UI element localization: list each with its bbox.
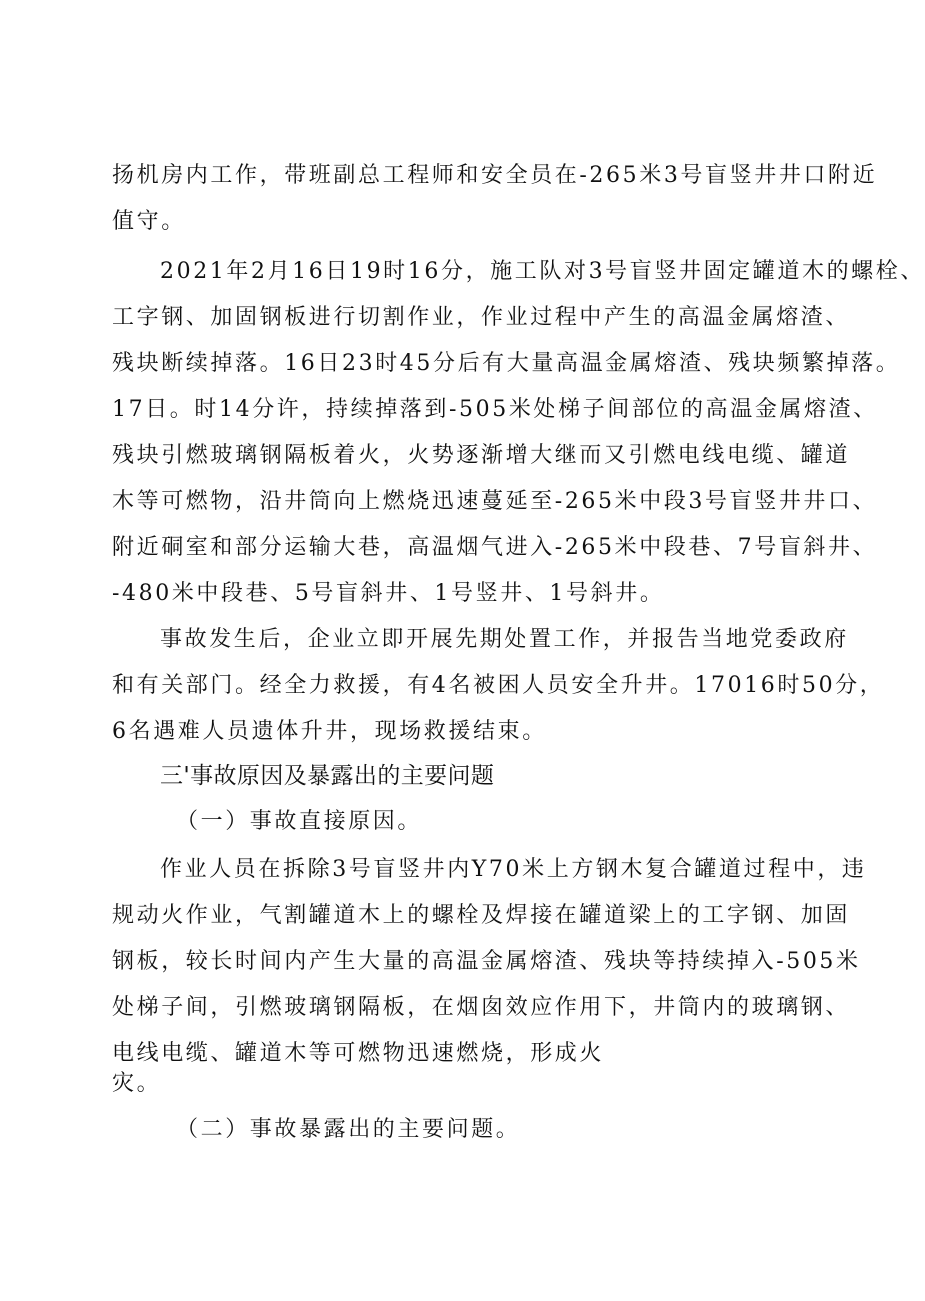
text-line: 电线电缆、罐道木等可燃物迅速燃烧，形成火 [112, 1041, 605, 1066]
text-line: 残块引燃玻璃钢隔板着火，火势逐渐增大继而又引燃电线电缆、罐道 [112, 443, 851, 468]
text-line: 值守。 [112, 209, 186, 234]
paragraph-first-line: 作业人员在拆除3号盲竖井内Y70米上方钢木复合罐道过程中，违 [160, 857, 867, 882]
text-line: 和有关部门。经全力救援，有4名被困人员安全升井。17016时50分， [112, 673, 885, 698]
text-line: 处梯子间，引燃玻璃钢隔板，在烟囱效应作用下，井筒内的玻璃钢、 [112, 995, 851, 1020]
section-heading: 三'事故原因及暴露出的主要问题 [160, 763, 495, 789]
text-line: 附近硐室和部分运输大巷，高温烟气进入-265米中段巷、7号盲斜井、 [112, 535, 878, 560]
text-line: 钢板，较长时间内产生大量的高温金属熔渣、残块等持续掉入-505米 [112, 949, 861, 974]
paragraph-first-line: 事故发生后，企业立即开展先期处置工作，并报告当地党委政府 [160, 627, 849, 652]
text-line: 17日。时14分许，持续掉落到-505米处梯子间部位的高温金属熔渣、 [112, 397, 878, 422]
text-line: 工字钢、加固钢板进行切割作业，作业过程中产生的高温金属熔渣、 [112, 305, 851, 330]
text-line: 灾。 [112, 1071, 162, 1096]
text-line: 规动火作业，气割罐道木上的螺栓及焊接在罐道梁上的工字钢、加固 [112, 903, 851, 928]
text-line: 木等可燃物，沿井筒向上燃烧迅速蔓延至-265米中段3号盲竖井井口、 [112, 489, 878, 514]
text-line: 6名遇难人员遗体升井，现场救援结束。 [112, 719, 547, 744]
text-line: -480米中段巷、5号盲斜井、1号竖井、1号斜井。 [112, 581, 665, 606]
subsection-heading: （一）事故直接原因。 [176, 809, 423, 834]
paragraph-first-line: 2021年2月16日19时16分，施工队对3号盲竖井固定罐道木的螺栓、 [160, 259, 925, 284]
text-line: 扬机房内工作，带班副总工程师和安全员在-265米3号盲竖井井口附近 [112, 163, 878, 188]
text-line: 残块断续掉落。16日23时45分后有大量高温金属熔渣、残块频繁掉落。 [112, 351, 901, 376]
subsection-heading: （二）事故暴露出的主要问题。 [176, 1117, 521, 1142]
